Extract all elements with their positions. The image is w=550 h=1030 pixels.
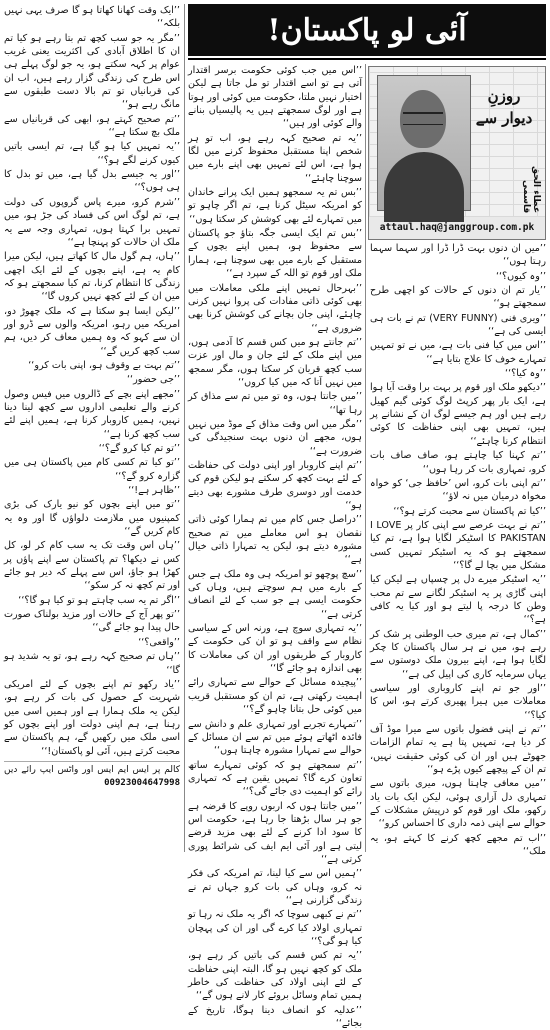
paragraph: ’’اگر تم یہ سب چاہتے ہو تو کیا ہو گا؟‘‘ (18, 594, 180, 606)
paragraph: ’’تمہارے تجربے اور تمہاری علم و دانش سے فائدہ اٹھاتے ہوئے میں تم سے ان مسائل کے حوالے سے تمہارا مشورہ چاہتا ہوں‘‘ (188, 718, 362, 757)
author-name: عطاء الحق قاسمی (521, 165, 541, 213)
paragraph: ’’وہ کیوں؟‘‘ (495, 270, 546, 282)
column-divider-right (365, 64, 366, 852)
paragraph: ’’ہاں، ہم گول مال کا کھاتے ہیں، لیکن میرا کام یہ ہے، اپنے بچوں کے لئے ایک اچھی زندگی کا انتظام کرنا، تم کیا سمجھتے ہو کہ میں ان کے لئے کچھ نہیں کروں گا‘‘ (4, 251, 180, 303)
paragraph: ’’میں ان دنوں بہت ڈرا ڈرا اور سہما سہما رہتا ہوں‘‘ (370, 243, 546, 268)
author-photo-body (384, 152, 464, 222)
paragraph: ’’بہرحال تمہیں اپنے ملکی معاملات میں بھی کوئی ذاتی مفادات کی پروا نہیں کرنی چاہئے، اپنی جان بچانے کی کوشش کرنا بھی ضروری ہے‘‘ (188, 282, 362, 334)
footer-phone-number[interactable]: 00923004647998 (104, 778, 180, 789)
paragraph: ’’تم نے اپنی فضول باتوں سے میرا موڈ آف کر دیا ہے، تمہیں پتا ہے یہ تمام الزامات جھوٹے ہیں اور ان کی کوئی حقیقت نہیں، تم ان کے پیچھے کیوں پڑے ہو‘‘ (370, 724, 546, 776)
paragraph: ’’کمال ہے، تم میری حب الوطنی پر شک کر رہے ہو، میں نے ہر سال پاکستان کا چکر لگایا ہوا ہے، اپنے بیرون ملک دوستوں سے یہاں سرمایہ کاری کی اپیل کی ہے‘‘ (370, 628, 546, 680)
paragraph: ’’ہاں اس وقت تک یہ سب کام کر لو، کل کس نے دیکھا؟ تم پاکستان سے اپنے پاؤں پر کھڑا ہو جاؤ، اس سے پہلے کہ دیر ہو جائے اور تم کچھ نہ کر سکو‘‘ (4, 540, 180, 592)
paragraph: ’’یاد رکھو تم اپنے بچوں کے لئے امریکی شہریت کے حصول کی بات کر رہے ہو، لیکن یہ ملک ہمارا ہے اور ہمیں اسی میں رہنا ہے، ہم اپنی دولت اور اپنے بچوں کو اسی ملک میں رکھیں گے، ہم پاکستان سے محبت کرتے ہیں، آئی لو پاکستان!‘‘ (4, 678, 180, 757)
paragraph: ’’ایک وقت کھانا کھاتا ہو گا صرف یہی نہیں بلکہ‘‘ (4, 5, 180, 30)
paragraph: ’’تم نے کبھی سوچا کہ اگر یہ ملک نہ رہا تو تمہاری اولاد کیا کرے گی اور ان کی پہچان کیا ہو گی؟‘‘ (188, 909, 362, 947)
title-underline (188, 58, 546, 60)
paragraph: ’’اس میں کیا فنی بات ہے، میں نے تو تمہیں تمہارے خوف کا علاج بتایا ہے‘‘ (370, 340, 546, 365)
paragraph: ’’جی حضور‘‘ (126, 374, 180, 386)
paragraph: ’’یہ اسٹیکر میرے دل پر چسپاں ہے لیکن کیا اپنی گاڑی پر یہ اسٹیکر لگانے سے تم محب وطن کا درجہ پا لیتے ہو اور کیا یہ کافی ہے؟‘‘ (370, 574, 546, 626)
paragraph: ’’تو کیا تم کسی کام میں پاکستان ہی میں گزارہ کرو گے؟‘‘ (4, 457, 180, 482)
paragraph: ’’مگر یہ جو سب کچھ تم بتا رہے ہو کیا تم ان کا اطلاق آبادی کی اکثریت یعنی غریب عوام پر کہہ سکتے ہو، یہ جو لوگ پہلے ہی اس طرح کی زندگی گزار رہے ہیں، اب ان کی قربانیاں تو تم بالا دست طبقوں سے مانگ رہے ہو‘‘ (4, 32, 180, 111)
paragraph: ’’میں جانتا ہوں، وہ تو میں تم سے مذاق کر رہا تھا‘‘ (188, 391, 362, 416)
paragraph: ’’میں جانتا ہوں کہ اربوں روپے کا قرضہ ہے جو ہر سال بڑھتا جا رہا ہے، حکومت اس کا سود ادا کرنے کے لئے بھی مزید قرضے لیتی ہے اور آئی ایم ایف کی شرائط پوری کرتی ہے‘‘ (188, 800, 362, 865)
column-series-name-line1: روزنِ (487, 87, 521, 105)
column-series-name (469, 85, 539, 129)
paragraph: ’’واقعی؟‘‘ (138, 636, 180, 648)
paragraph: ’’میں معافی چاہتا ہوں، میری باتوں سے تمہاری دل آزاری ہوئی، لیکن ایک بات یاد رکھو، ملک اور قوم کو درپیش مشکلات کے حوالے سے اپنی ذمہ داری کا احساس کرو‘‘ (370, 778, 546, 830)
paragraph: ’’یہ تمہاری سوچ ہے، ورنہ اس کے سیاسی نظام سے واقف ہو تو ان کی حکومت کے کاروبار کے طریقوں اور ان کی معاملات کا بھی اندازہ ہو جائے گا‘‘ (188, 623, 362, 675)
paragraph: ’’تو تم کیا کرو گے؟‘‘ (98, 443, 180, 454)
paragraph: ’’بس تم ایک ایسی جگہ بتاؤ جو پاکستان سے محفوظ ہو، ہمیں اپنے بچوں کے مستقبل کے بارے میں بھی سوچنا ہے، ہمارا ملک اور قوم تو اللہ کے سپرد ہے‘‘ (188, 228, 362, 280)
paragraph: ’’یار تم ان دنوں کے حالات کو اچھی طرح سمجھتے ہو‘‘ (370, 285, 546, 310)
paragraph: ’’ویری فنی (VERY FUNNY) تم نے بات ہی ایسی کی ہے‘‘ (370, 312, 546, 338)
text-column-left (4, 4, 180, 852)
paragraph: ’’اور یہ جیسے بدل گیا ہے، میں تو بدل کا ہی ہوں؟‘‘ (4, 169, 180, 194)
column-series-name-line2: دیوار سے (475, 109, 533, 127)
column-title-banner (188, 4, 546, 56)
author-email[interactable]: attaul.haq@janggroup.com.pk (379, 222, 535, 233)
paragraph: ’’اور جو تم اپنے کاروباری اور سیاسی معاملات میں ہیرا پھیری کرتے ہو، اس کا کیا؟‘‘ (370, 683, 546, 721)
paragraph: ’’تم اپنے کاروبار اور اپنی دولت کی حفاظت کے لئے بہت کچھ کر سکتے ہو لیکن قوم کی خدمت اور دوسری طرف مشورے بھی دیتے ہو‘‘ (188, 459, 362, 511)
author-byline-box (368, 66, 546, 240)
paragraph: ’’ہمیں اس سے کیا لینا، تم امریکہ کی فکر نہ کرو، وہاں کی بات کرو جہاں تم نے زندگی گزارنی ہے‘‘ (188, 868, 362, 906)
paragraph: ’’تم بہت بے وقوف ہو، اپنی بات کرو‘‘ (28, 359, 180, 371)
author-photo (377, 75, 471, 211)
paragraph: ’’سچ پوچھو تو امریکہ ہی وہ ملک ہے جس کے بارے میں ہم سوچتے ہیں، وہاں کی حکومت ایسی ہے جو سب کے لئے انصاف کرتی ہے‘‘ (188, 568, 362, 620)
paragraph: ’’یہ تم صحیح کہہ رہے ہو، اب تو ہر شخص اپنا مستقبل محفوظ کرنے میں لگا ہوا ہے، اس لئے تمہیں بھی اپنے بارے میں سوچنا چاہئے‘‘ (188, 132, 362, 184)
paragraph: ’’مگر میں اس وقت مذاق کے موڈ میں نہیں ہوں، مجھے ان دنوں بہت سنجیدگی کی ضرورت ہے‘‘ (188, 418, 362, 457)
paragraph: ’’تم نے بہت عرصے سے اپنی کار پر I LOVE PAKISTAN کا اسٹیکر لگایا ہوا ہے، تم کیا سمجھتے ہو کہ یہ اسٹیکر تمہیں کسی مشکل میں بچا لے گا؟‘‘ (370, 519, 546, 571)
text-column-middle (188, 64, 362, 1030)
newspaper-column-page (4, 4, 546, 1030)
paragraph: ’’لیکن ایسا ہو سکتا ہے کہ ملک چھوڑ دو، امریکہ میں رہو، امریکہ والوں سے ڈرو اور ان سے کہو کہ وہ ہمیں معاف کر دیں، ہم سب کچھ کریں گے‘‘ (4, 305, 180, 357)
paragraph: ’’اب تم مجھے کچھ کرنے کا کہتے ہو، یہ ملک‘‘ (370, 832, 546, 858)
paragraph: ’’مجھے اپنے بچے کے ڈالروں میں فیس وصول کرنے والے تعلیمی اداروں سے کچھ لینا دینا نہیں، ہمیں کاروبار کرنا ہے، ہمیں اپنے لئے سب کچھ کرنا ہے‘‘ (4, 388, 180, 440)
paragraph: ’’تم جانتے ہو میں کس قسم کا آدمی ہوں، میں اپنے ملک کے لئے جان و مال اور عزت سب کچھ قربان کر سکتا ہوں، مگر سمجھ میں نہیں آتا کہ میں کیا کروں‘‘ (188, 336, 362, 388)
paragraph: ’’عدلیہ کو انصاف دینا ہوگا، تاریخ کے بجائے‘‘ (188, 1004, 362, 1030)
column-divider-left (184, 4, 185, 852)
paragraph: ’’ظاہر ہے!‘‘ (128, 485, 180, 497)
paragraph: ’’کیا تم پاکستان سے محبت کرتے ہو؟‘‘ (393, 505, 546, 517)
paragraph: ’’یہ تمہیں کیا ہو گیا ہے، تم ایسی باتیں کیوں کرنے لگے ہو؟‘‘ (4, 141, 180, 166)
column-title: آئی لو پاکستان! (267, 12, 467, 48)
footer-note: کالم پر ایس ایم ایس اور واٹس ایپ رائے دیں (4, 764, 180, 775)
paragraph: ’’تو میں اپنے بچوں کو نیو یارک کی بڑی کمپنیوں میں ملازمت دلواؤں گا اور وہ یہ کام کریں گے‘‘ (4, 499, 180, 538)
paragraph: ’’پیچیدہ مسائل کے حوالے سے تمہاری رائے اہمیت رکھتی ہے، تم ان کو مستقبل قریب میں کوئی حل بتانا چاہو گے؟‘‘ (188, 677, 362, 716)
paragraph: ’’بس تم یہ سمجھو ہمیں ایک پرانے خاندان کو امریکہ سیٹل کرنا ہے، تم اگر چاہو تو میں تمہارے لئے بھی کوشش کر سکتا ہوں‘‘ (188, 187, 362, 225)
paragraph: ’’شرم کرو، میرے پاس گروپوں کی دولت ہے، تم لوگ اس کی فساد کی جڑ ہو، میں تمہیں برا کہتا ہوں، تمہاری وجہ سے یہ ملک ان حالات کو پہنچا ہے‘‘ (4, 196, 180, 248)
column-footer (4, 761, 180, 791)
paragraph: ’’دیکھو ملک اور قوم پر بہت برا وقت آیا ہوا ہے، ایک بار پھر کرپٹ لوگ کوئی گیم کھیل رہے ہیں اور ہم جیسے لوگ ان کے نشانے پر ہیں، تمہیں بھی اپنی حفاظت کا کوئی انتظام کرنا چاہئے‘‘ (370, 382, 546, 447)
paragraph: ’’یہ تم کس قسم کی باتیں کر رہے ہو، ملک کو کچھ نہیں ہو گا، البتہ اپنی حفاظت کے لئے اپنی اولاد کی حفاظت کی خاطر ہمیں تمام وسائل بروئے کار لانے ہوں گے‘‘ (188, 950, 362, 1002)
paragraph: ’’تو پھر آج کے حالات اور مزید بولناک صورت حال پیدا ہو جائے گی‘‘ (4, 609, 180, 634)
paragraph: ’’اس میں جب کوئی حکومت برسر اقتدار آتی ہے تو اسے اقتدار تو مل جاتا ہے لیکن اختیار نہیں ملتا، حکومت میں کوئی اور ہوتا ہے اور لوگ سمجھتے ہیں یہ پالیسیاں بنانے والے کوئی اور ہیں‘‘ (188, 65, 362, 130)
paragraph: ’’ہاں تم صحیح کہہ رہے ہو، تو یہ شدید ہو گا‘‘ (4, 651, 180, 676)
paragraph: ’’دراصل جس کام میں تم ہمارا کوئی ذاتی نقصان ہو اس معاملے میں تم صحیح مشورہ دیتے ہو، لیکن یہ تمہارا ذاتی خیال ہے‘‘ (188, 514, 362, 566)
text-column-right (370, 242, 546, 858)
author-photo-glasses (403, 112, 443, 125)
paragraph: ’’تم اپنی بات کرو، اس ’حافظ جی‘ کو خواہ مخواہ درمیان میں نہ لاؤ‘‘ (370, 477, 546, 503)
paragraph: ’’تم کہنا کیا چاہتے ہو، صاف صاف بات کرو، تمہاری بات کر رہا ہوں‘‘ (370, 450, 546, 475)
paragraph: ’’تم صحیح کہتے ہو، ابھی کی قربانیاں سے ملک بچ سکتا ہے‘‘ (4, 113, 180, 139)
paragraph: ’’وہ کیا؟‘‘ (505, 368, 546, 380)
paragraph: ’’تم سمجھتے ہو کہ کوئی تمہارے ساتھ تعاون کرے گا؟ تمہیں یقین ہے کہ تمہاری رائے کو اہمیت دی جائے گی؟‘‘ (188, 759, 362, 798)
